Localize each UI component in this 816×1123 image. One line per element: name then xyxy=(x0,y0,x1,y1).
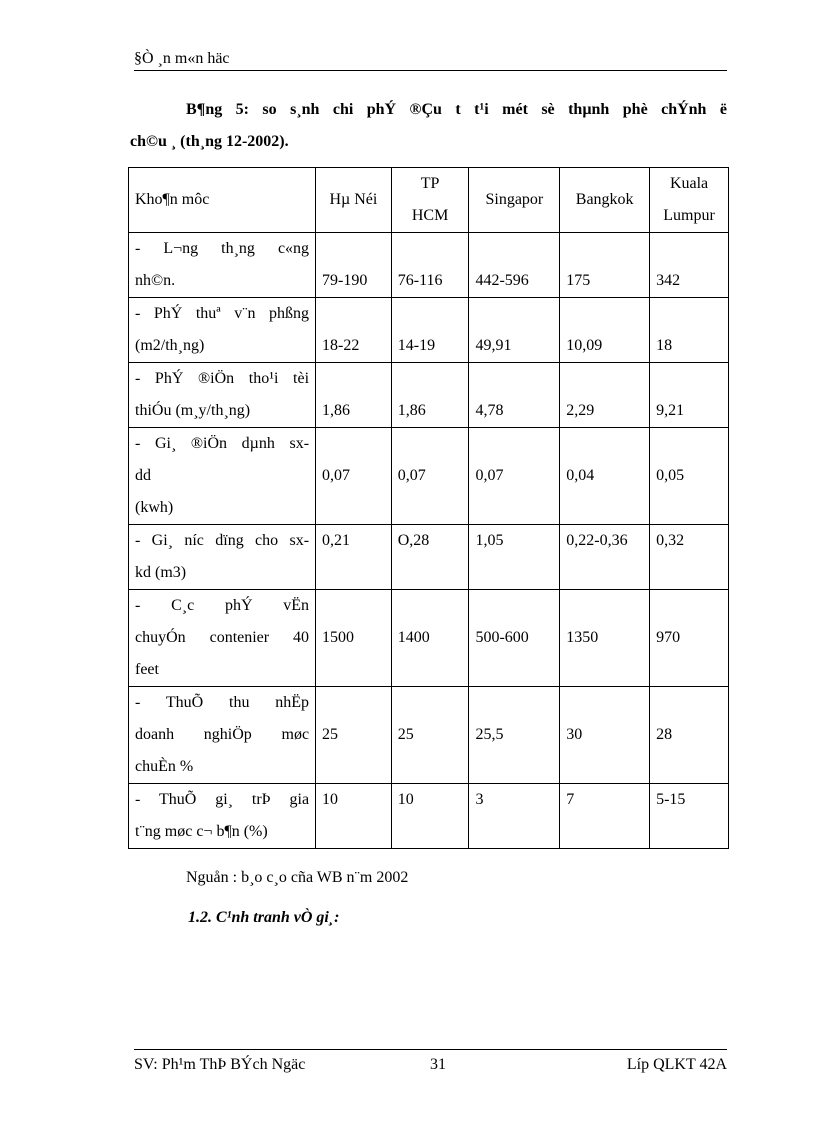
row-item-line: - Gi¸ ®iÖn dµnh sx- xyxy=(135,435,310,452)
header-cell-bangkok: Bangkok xyxy=(560,168,650,233)
row-item-cell xyxy=(129,590,316,687)
row-item-cell xyxy=(129,687,316,784)
row-value-cell xyxy=(316,525,392,590)
table-header-row xyxy=(129,168,729,233)
row-value: 30 xyxy=(566,726,583,743)
row-value: 18-22 xyxy=(322,337,360,354)
row-value: 28 xyxy=(656,726,673,743)
table-row xyxy=(129,590,729,687)
row-value: 49,91 xyxy=(475,337,512,354)
row-value-cell xyxy=(560,784,650,849)
row-value-cell xyxy=(316,298,392,363)
row-value-cell xyxy=(650,590,729,687)
row-item-line: (kwh) xyxy=(135,499,174,516)
row-item-line: dd xyxy=(135,467,151,484)
row-value-cell xyxy=(560,233,650,298)
row-value: 500-600 xyxy=(475,629,529,646)
row-value: 0,07 xyxy=(322,467,351,484)
row-value: 10 xyxy=(397,791,414,808)
row-value-cell xyxy=(391,428,469,525)
row-value: 1,86 xyxy=(322,402,351,419)
row-value-cell xyxy=(316,687,392,784)
row-value-cell xyxy=(391,363,469,428)
row-value: 25 xyxy=(322,726,339,743)
row-value-cell xyxy=(469,428,560,525)
row-value: 0,32 xyxy=(656,532,685,549)
footer-class: Líp QLKT 42A xyxy=(626,1056,727,1073)
row-value-cell xyxy=(650,428,729,525)
row-value: 0,07 xyxy=(397,467,426,484)
row-value-cell xyxy=(469,687,560,784)
row-value-cell xyxy=(560,590,650,687)
row-item-cell xyxy=(129,298,316,363)
row-value: 7 xyxy=(566,791,575,808)
row-value: 10,09 xyxy=(566,337,603,354)
row-item-cell xyxy=(129,233,316,298)
row-item-line: - PhÝ ®iÖn tho¹i tèi xyxy=(135,370,310,387)
row-value: O,28 xyxy=(397,532,430,549)
row-value: 79-190 xyxy=(322,272,368,289)
row-item-line: nh©n. xyxy=(135,272,176,289)
table-row xyxy=(129,428,729,525)
row-value-cell xyxy=(469,363,560,428)
row-value: 76-116 xyxy=(397,272,443,289)
row-value: 5-15 xyxy=(656,791,686,808)
row-value-cell xyxy=(469,298,560,363)
footer-student-name: SV: Ph¹m ThÞ BÝch Ngäc xyxy=(134,1056,306,1073)
header-cell-hanoi: Hµ Néi xyxy=(316,168,392,233)
row-value-cell xyxy=(391,687,469,784)
row-value: 0,21 xyxy=(322,532,351,549)
row-item-line: feet xyxy=(135,661,159,678)
source-note: Nguån : b¸o c¸o cña WB n¨m 2002 xyxy=(186,869,409,886)
row-value-cell xyxy=(560,525,650,590)
header-cell-hcm: TP HCM xyxy=(391,168,469,233)
header-cell-item: Kho¶n môc xyxy=(129,168,316,233)
row-value: 0,04 xyxy=(566,467,595,484)
table-row xyxy=(129,784,729,849)
row-value-cell xyxy=(469,233,560,298)
row-item-line: - ThuÕ thu nhËp xyxy=(135,694,310,711)
cost-comparison-table xyxy=(128,167,729,849)
row-value: 175 xyxy=(566,272,591,289)
row-value-cell xyxy=(650,784,729,849)
row-value: 3 xyxy=(475,791,484,808)
row-item-line: - ThuÕ gi¸ trÞ gia xyxy=(135,791,310,808)
row-item-line: doanh nghiÖp møc xyxy=(135,726,310,743)
row-value: 18 xyxy=(656,337,673,354)
table-row xyxy=(129,363,729,428)
row-value-cell xyxy=(469,590,560,687)
row-value: 10 xyxy=(322,791,339,808)
row-item-cell xyxy=(129,363,316,428)
caption-line-1: B¶ng 5: so s¸nh chi phÝ ®Çu t t¹i mét sè thµnh phè chÝnh ë xyxy=(186,101,727,118)
table-row xyxy=(129,687,729,784)
row-item-line: - C¸c phÝ vËn xyxy=(135,597,310,614)
row-item-line: thiÓu (m¸y/th¸ng) xyxy=(135,402,251,419)
row-value-cell xyxy=(650,233,729,298)
row-value-cell xyxy=(469,525,560,590)
row-value-cell xyxy=(650,363,729,428)
row-value-cell xyxy=(316,784,392,849)
row-value-cell xyxy=(560,298,650,363)
row-value-cell xyxy=(560,687,650,784)
row-item-cell xyxy=(129,784,316,849)
row-value-cell xyxy=(560,428,650,525)
row-value: 970 xyxy=(656,629,681,646)
row-value: 0,05 xyxy=(656,467,685,484)
header-title: §Ò ¸n m«n häc xyxy=(134,50,230,67)
table-row xyxy=(129,298,729,363)
row-value-cell xyxy=(560,363,650,428)
caption-line-2: ch©u ¸ (th¸ng 12-2002). xyxy=(130,133,289,150)
row-item-cell xyxy=(129,428,316,525)
row-item-cell xyxy=(129,525,316,590)
row-value-cell xyxy=(391,525,469,590)
row-value: 25 xyxy=(397,726,414,743)
row-item-line: (m2/th¸ng) xyxy=(135,337,205,354)
header-cell-kuala-lumpur: Kuala Lumpur xyxy=(650,168,729,233)
row-value-cell xyxy=(391,298,469,363)
row-item-line: - PhÝ thuª v¨n phßng xyxy=(135,305,310,322)
row-value: 1500 xyxy=(322,629,355,646)
row-value: 1,86 xyxy=(397,402,426,419)
row-value: 0,07 xyxy=(475,467,504,484)
row-value: 0,22-0,36 xyxy=(566,532,628,549)
row-value-cell xyxy=(650,525,729,590)
page-header xyxy=(134,50,727,71)
row-value: 14-19 xyxy=(397,337,436,354)
table-caption xyxy=(130,94,727,158)
row-item-line: - L¬ng th¸ng c«ng xyxy=(135,240,310,257)
row-item-line: chuÈn % xyxy=(135,758,194,775)
row-value-cell xyxy=(391,233,469,298)
section-heading: 1.2. C¹nh tranh vÒ gi¸: xyxy=(188,909,340,926)
header-cell-singapore: Singapor xyxy=(469,168,560,233)
row-value-cell xyxy=(391,784,469,849)
row-value: 342 xyxy=(656,272,681,289)
row-value: 1400 xyxy=(397,629,430,646)
row-value: 9,21 xyxy=(656,402,685,419)
row-value-cell xyxy=(391,590,469,687)
row-value: 442-596 xyxy=(475,272,529,289)
row-item-line: t¨ng møc c¬ b¶n (%) xyxy=(135,823,268,840)
page-footer xyxy=(134,1049,727,1073)
row-value: 4,78 xyxy=(475,402,504,419)
page-number: 31 xyxy=(430,1056,446,1073)
row-value-cell xyxy=(316,233,392,298)
row-value-cell xyxy=(469,784,560,849)
table-row xyxy=(129,233,729,298)
row-value: 25,5 xyxy=(475,726,504,743)
row-value: 1,05 xyxy=(475,532,504,549)
row-value-cell xyxy=(316,590,392,687)
row-value: 2,29 xyxy=(566,402,595,419)
row-value-cell xyxy=(650,298,729,363)
row-item-line: kd (m3) xyxy=(135,564,187,581)
table-row xyxy=(129,525,729,590)
row-value-cell xyxy=(316,428,392,525)
row-item-line: chuyÓn contenier 40 xyxy=(135,629,310,646)
row-value-cell xyxy=(650,687,729,784)
row-item-line: - Gi¸ níc dïng cho sx- xyxy=(135,532,310,549)
row-value-cell xyxy=(316,363,392,428)
row-value: 1350 xyxy=(566,629,599,646)
